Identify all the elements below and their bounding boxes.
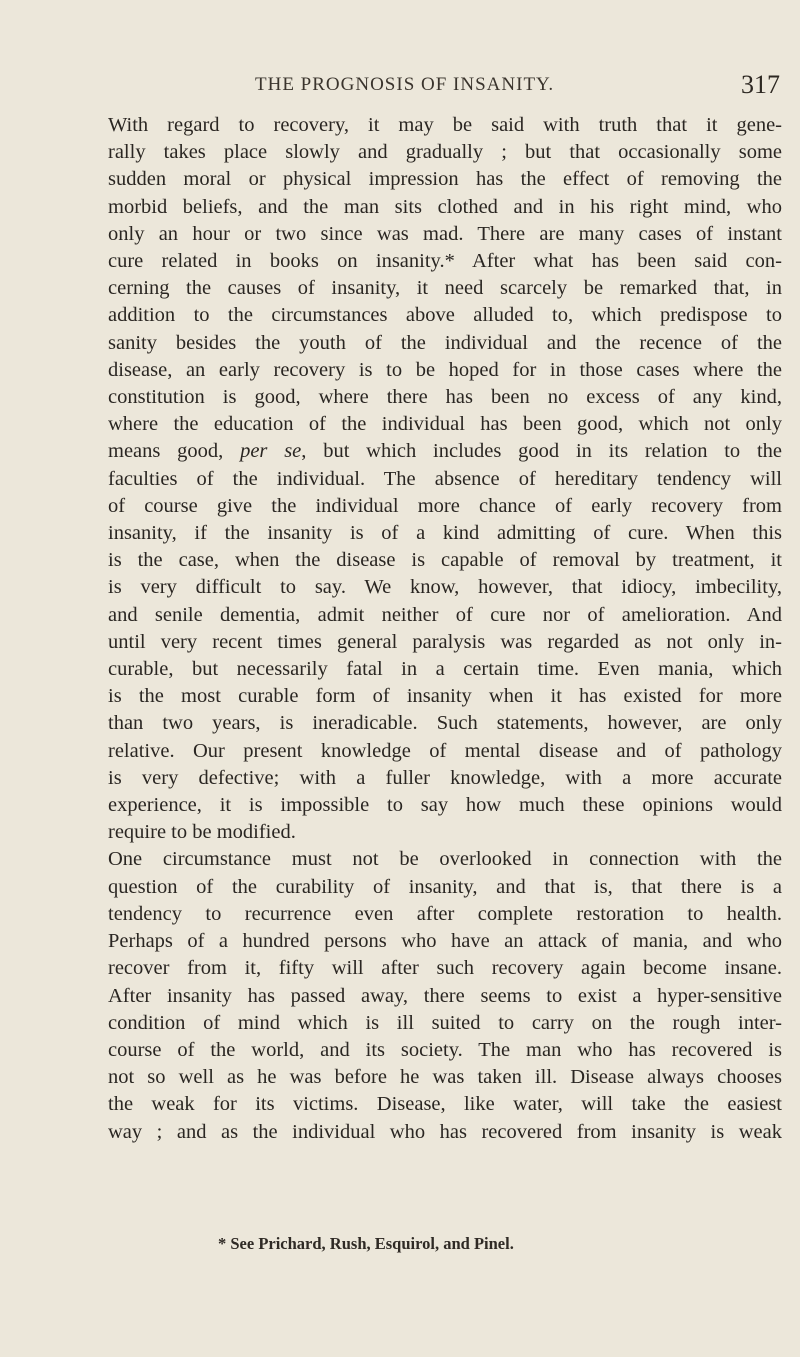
text-line: One circumstance must not be overlooked in connection with the (108, 848, 782, 871)
text-line: constitution is good, where there has been no excess of any kind, (108, 386, 782, 409)
text-line: is very difficult to say. We know, however, that idiocy, imbecility, (108, 576, 782, 599)
text-line: and senile dementia, admit neither of cure nor of amelioration. And (108, 603, 782, 626)
text-line: experience, it is impossible to say how much these opinions would (108, 794, 782, 817)
text-line: means good, per se, but which includes good in its relation to the (108, 440, 783, 463)
text-line: is the most curable form of insanity when it has existed for more (108, 685, 782, 708)
text-line: condition of mind which is ill suited to carry on the rough inter- (108, 1011, 782, 1034)
text-line: disease, an early recovery is to be hoped for in those cases where the (108, 358, 782, 381)
text-line: recover from it, fifty will after such recovery again become insane. (108, 957, 782, 980)
page-number: 317 (741, 70, 780, 99)
text-line: sudden moral or physical impression has the effect of removing the (108, 168, 782, 191)
text-line: morbid beliefs, and the man sits clothed and in his right mind, who (108, 195, 782, 218)
text-line: until very recent times general paralysis was regarded as not only in- (108, 630, 782, 653)
text-line: tendency to recurrence even after complete restoration to health. (108, 902, 782, 925)
footnote: * See Prichard, Rush, Esquirol, and Pinel. (218, 1234, 514, 1253)
running-head (110, 70, 780, 100)
text-line: not so well as he was before he was taken ill. Disease always chooses (108, 1066, 782, 1089)
text-line: faculties of the individual. The absence of hereditary tendency will (108, 467, 782, 490)
text-line: than two years, is ineradicable. Such statements, however, are only (108, 712, 782, 735)
text-line: After insanity has passed away, there seems to exist a hyper-sensitive (108, 984, 782, 1007)
running-title: THE PROGNOSIS OF INSANITY. (255, 74, 555, 95)
body-text (108, 112, 782, 1146)
text-line: way ; and as the individual who has recovered from insanity is weak (108, 1120, 782, 1143)
text-line: addition to the circumstances above alluded to, which predispose to (108, 304, 782, 327)
text-line: curable, but necessarily fatal in a certain time. Even mania, which (108, 658, 782, 681)
text-line: question of the curability of insanity, and that is, that there is a (108, 875, 782, 898)
text-line: With regard to recovery, it may be said with truth that it gene- (108, 114, 782, 136)
text-line: is very defective; with a fuller knowledge, with a more accurate (108, 766, 782, 789)
text-line: sanity besides the youth of the individual and the recence of the (108, 331, 782, 354)
text-line: of course give the individual more chance of early recovery from (108, 494, 782, 517)
text-line: course of the world, and its society. The man who has recovered is (108, 1038, 782, 1061)
text-line: the weak for its victims. Disease, like water, will take the easiest (108, 1093, 782, 1116)
text-line: insanity, if the insanity is of a kind admitting of cure. When this (108, 522, 782, 545)
text-line: relative. Our present knowledge of mental disease and of pathology (108, 739, 782, 762)
text-line: only an hour or two since was mad. There are many cases of instant (108, 222, 782, 245)
text-line: require to be modified. (108, 821, 296, 844)
text-line: cure related in books on insanity.* After what has been said con- (108, 250, 782, 273)
text-line: is the case, when the disease is capable of removal by treatment, it (108, 549, 782, 572)
text-line: Perhaps of a hundred persons who have an attack of mania, and who (108, 930, 782, 953)
text-line: rally takes place slowly and gradually ; but that occasionally some (108, 141, 782, 164)
text-line: where the education of the individual has been good, which not only (108, 413, 782, 436)
text-line: cerning the causes of insanity, it need scarcely be remarked that, in (108, 277, 782, 300)
